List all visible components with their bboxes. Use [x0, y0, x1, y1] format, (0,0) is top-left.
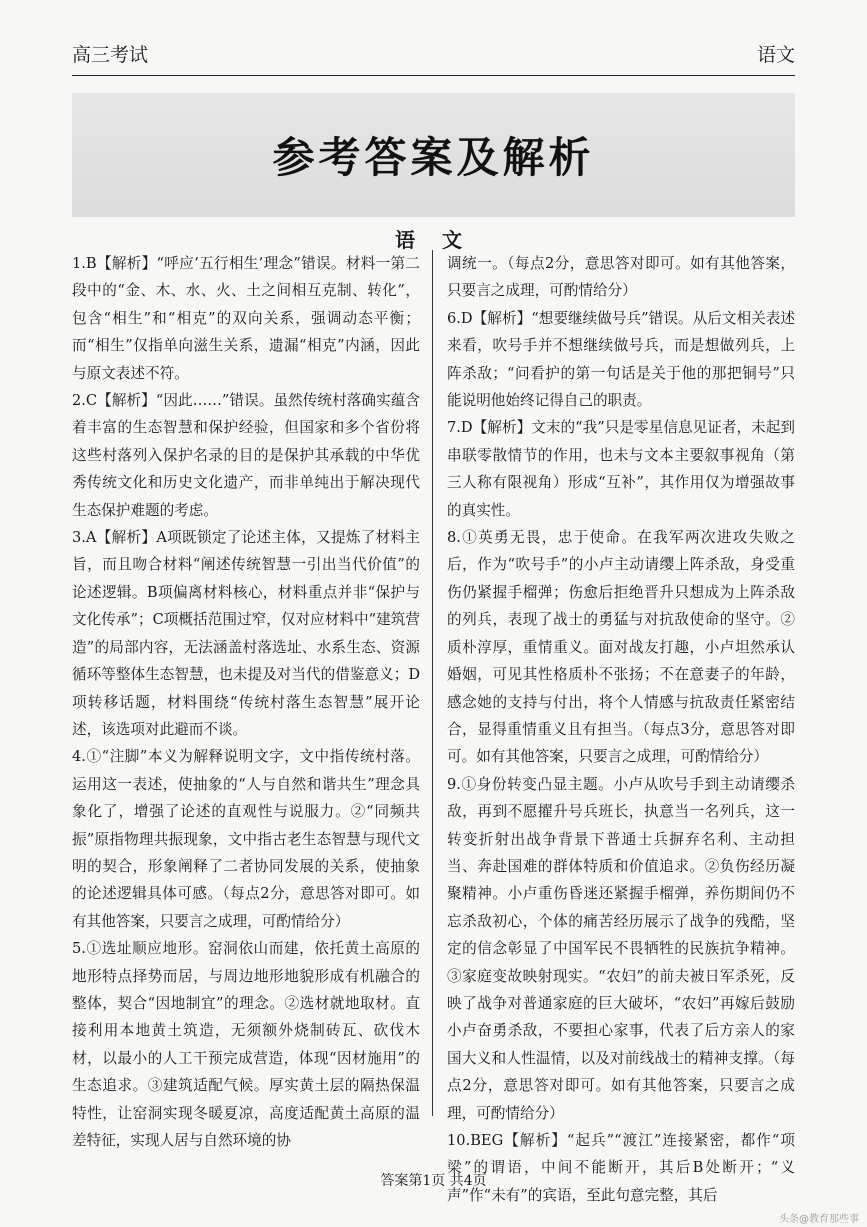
header-exam-label: 高三考试 [72, 44, 149, 66]
section-title: 语 文 [395, 228, 472, 252]
answer-paragraph: 2.C【解析】“因此……”错误。虽然传统村落确实蕴含着丰富的生态智慧和保护经验，但国家和多个省份将这些村落列入保护名录的目的是保护其承载的中华优秀传统文化和历史文化遗产，而非单纯出于解决现代生态保护难题的考虑。 [72, 392, 421, 519]
answer-paragraph: 10.BEG【解析】“起兵”“渡江”连接紧密，都作“项梁”的谓语，中间不能断开，其后B处断开；“义声”作“未有”的宾语，至此句意完整，其后 [447, 1132, 796, 1204]
column-divider [432, 250, 433, 1116]
answer-paragraph: 6.D【解析】“想要继续做号兵”错误。从后文相关表述来看，吹号手并不想继续做号兵，而是想做列兵，上阵杀敌；“问看护的第一句话是关于他的那把铜号”只能说明他始终记得自己的职责。 [447, 309, 796, 410]
answer-paragraph: 7.D【解析】文末的“我”只是零星信息见证者，未起到串联零散情节的作用，也未与文本主要叙事视角（第三人称有限视角）形成“互补”，其作用仅为增强故事的真实性。 [447, 419, 796, 519]
left-column [72, 250, 428, 1149]
answer-paragraph: 3.A【解析】A项既锁定了论述主体，又提炼了材料主旨，而且吻合材料“阐述传统智慧一引出当代价值”的论述逻辑。B项偏离材料核心，材料重点并非“保护与文化传承”；C项概括范围过窄，仅对应材料中“建筑营造”的局部内容，无法涵盖村落选址、水系生态、资源循环等整体生态智慧，也未提及对当代的借鉴意义；D项转移话题，材料围绕“传统村落生态智慧”展开论述，该选项对此避而不谈。 [72, 529, 421, 738]
answer-paragraph: 8.①英勇无畏，忠于使命。在我军两次进攻失败之后，作为“吹号手”的小卢主动请缨上阵杀敌，身受重伤仍紧握手榴弹；伤愈后拒绝晋升只想成为上阵杀敌的列兵，表现了战士的勇猛与对抗敌使命的坚守。②质朴淳厚，重情重义。面对战友打趣，小卢坦然承认婚姻，可见其性格质朴不张扬；不在意妻子的年龄，感念她的支持与付出，将个人情感与抗敌责任紧密结合，显得重情重义且有担当。（每点3分，意思答对即可。如有其他答案，只要言之成理，可酌情给分） [447, 529, 796, 766]
right-column [437, 250, 796, 1204]
header-subject-label: 语文 [756, 44, 795, 66]
page-header [72, 40, 795, 76]
answer-paragraph: 4.①“注脚”本义为解释说明文字，文中指传统村落。运用这一表述，使抽象的“人与自然和谐共生”理念具象化了，增强了论述的直观性与说服力。②“同频共振”原指物理共振现象，文中指古老生态智慧与现代文明的契合，形象阐释了二者协同发展的关系，使抽象的论述逻辑具体可感。（每点2分，意思答对即可。如有其他答案，只要言之成理，可酌情给分） [72, 748, 421, 930]
answer-paragraph: 1.B【解析】“呼应‘五行相生’理念”错误。材料一第二段中的“金、木、水、火、土之间相互克制、转化”，包含“相生”和“相克”的双向关系，强调动态平衡；而“相生”仅指单向滋生关系，遗漏“相克”内涵，因此与原文表述不符。 [72, 255, 421, 382]
answer-paragraph: 调统一。（每点2分，意思答对即可。如有其他答案，只要言之成理，可酌情给分） [447, 255, 796, 300]
page-footer: 答案第1页 共4页 [380, 1173, 487, 1189]
page-title: 参考答案及解析 [272, 133, 595, 182]
answer-paragraph: 5.①选址顺应地形。窑洞依山而建，依托黄土高原的地形特点择势而居，与周边地形地貌形成有机融合的整体，契合“因地制宜”的理念。②选材就地取材。直接利用本地黄土筑造，无须额外烧制砖瓦、砍伐木材，以最小的人工干预完成营造，体现“因材施用”的生态追求。③建筑适配气候。厚实黄土层的隔热保温特性，让窑洞实现冬暖夏凉，高度适配黄土高原的温差特征，实现人居与自然环境的协 [72, 940, 421, 1149]
answer-paragraph: 9.①身份转变凸显主题。小卢从吹号手到主动请缨杀敌，再到不愿擢升号兵班长，执意当一名列兵，这一转变折射出战争背景下普通士兵摒弃名利、主动担当、奔赴国难的群体特质和价值追求。②负伤经历凝聚精神。小卢重伤昏迷还紧握手榴弹，养伤期间仍不忘杀敌初心，个体的痛苦经历展示了战争的残酷，坚定的信念彰显了中国军民不畏牺牲的民族抗争精神。③家庭变故映射现实。“农妇”的前夫被日军杀死，反映了战争对普通家庭的巨大破坏，“农妇”再嫁后鼓励小卢奋勇杀敌，不要担心家事，代表了后方亲人的家国大义和人性温情，以及对前线战士的精神支撑。（每点2分，意思答对即可。如有其他答案，只要言之成理，可酌情给分） [447, 775, 796, 1122]
title-banner [72, 93, 795, 217]
watermark: 头条@教育那些事 [779, 1214, 859, 1225]
